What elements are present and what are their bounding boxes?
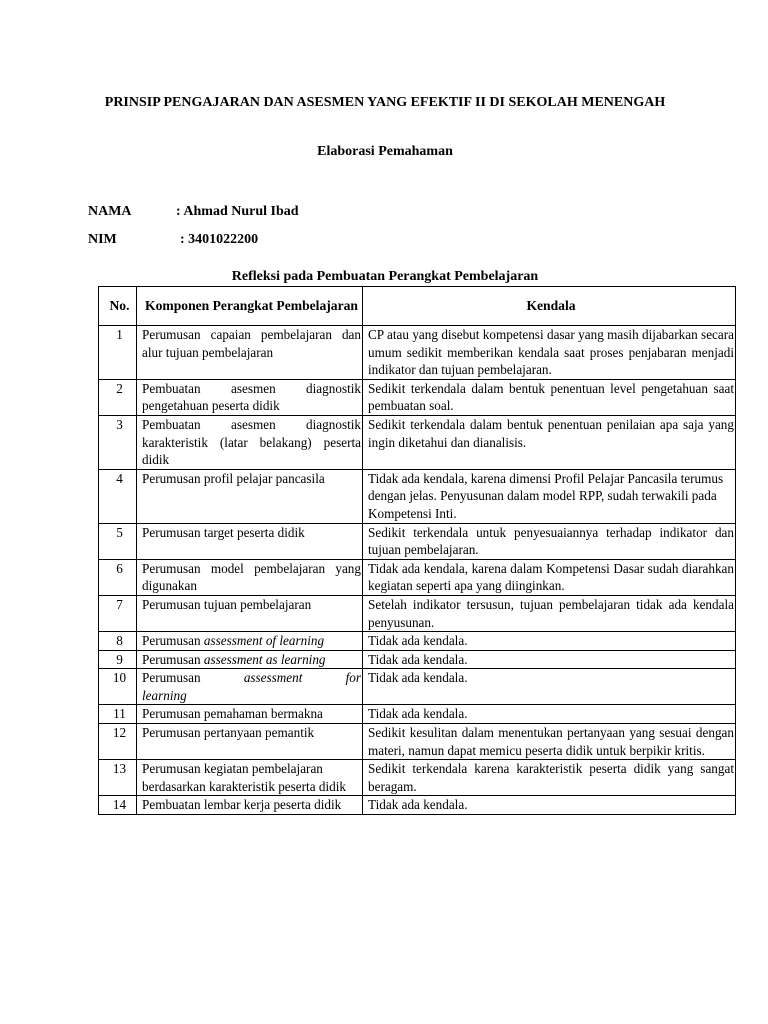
table-row: [99, 559, 736, 595]
komponen-cell: Perumusan pertanyaan pemantik: [137, 724, 363, 760]
table-row: [99, 724, 736, 760]
header-komponen: Komponen Perangkat Pembelajaran: [137, 287, 363, 326]
row-number: 6: [99, 559, 137, 595]
kendala-cell: Sedikit terkendala untuk penyesuaiannya terhadap indikator dan tujuan pembelajaran.: [363, 523, 736, 559]
komponen-cell: Perumusan profil pelajar pancasila: [137, 469, 363, 523]
kendala-cell: Tidak ada kendala, karena dalam Kompetensi Dasar sudah diarahkan kegiatan seperti apa yang diinginkan.: [363, 559, 736, 595]
komponen-italic: assessment for learning: [142, 670, 362, 703]
row-number: 12: [99, 724, 137, 760]
kendala-cell: Tidak ada kendala.: [363, 632, 736, 651]
kendala-cell: Setelah indikator tersusun, tujuan pembelajaran tidak ada kendala penyusunan.: [363, 595, 736, 631]
table-row: [99, 796, 736, 815]
row-number: 14: [99, 796, 137, 815]
nim-value: : 3401022200: [180, 232, 259, 247]
kendala-cell: Sedikit terkendala dalam bentuk penentuan penilaian apa saja yang ingin diketahui dan dianalisis.: [363, 415, 736, 469]
komponen-prefix: Perumusan: [142, 651, 204, 667]
row-number: 7: [99, 595, 137, 631]
row-number: 2: [99, 379, 137, 415]
row-number: 4: [99, 469, 137, 523]
table-row: [99, 326, 736, 380]
table-row: [99, 415, 736, 469]
komponen-italic: assessment of learning: [203, 633, 325, 649]
nama-value: : Ahmad Nurul Ibad: [176, 204, 299, 219]
komponen-italic: assessment as learning: [203, 651, 326, 667]
document-subtitle: Elaborasi Pemahaman: [317, 144, 453, 159]
kendala-cell: Sedikit kesulitan dalam menentukan pertanyaan yang sesuai dengan materi, namun dapat memicu peserta didik untuk berpikir kritis.: [363, 724, 736, 760]
table-header-row: [99, 287, 736, 326]
kendala-cell: Tidak ada kendala.: [363, 650, 736, 669]
komponen-prefix: Perumusan: [142, 633, 204, 649]
komponen-cell: Perumusan target peserta didik: [137, 523, 363, 559]
kendala-cell: Sedikit terkendala karena karakteristik peserta didik yang sangat beragam.: [363, 760, 736, 796]
table-row: [99, 669, 736, 705]
row-number: 10: [99, 669, 137, 705]
komponen-cell: Pembuatan lembar kerja peserta didik: [137, 796, 363, 815]
header-no: No.: [99, 287, 137, 326]
komponen-prefix: Perumusan: [142, 670, 244, 686]
row-number: 13: [99, 760, 137, 796]
nim-label: NIM: [88, 232, 117, 247]
table-row: [99, 469, 736, 523]
row-number: 3: [99, 415, 137, 469]
kendala-cell: Tidak ada kendala.: [363, 669, 736, 705]
komponen-cell: Pembuatan asesmen diagnostik karakteristik (latar belakang) peserta didik: [137, 415, 363, 469]
header-kendala: Kendala: [363, 287, 736, 326]
komponen-cell: Perumusan model pembelajaran yang digunakan: [137, 559, 363, 595]
nim-field: [88, 231, 258, 249]
row-number: 9: [99, 650, 137, 669]
row-number: 11: [99, 705, 137, 724]
reflection-table: [98, 286, 736, 815]
table-row: [99, 632, 736, 651]
row-number: 8: [99, 632, 137, 651]
kendala-cell: Sedikit terkendala dalam bentuk penentuan level pengetahuan saat pembuatan soal.: [363, 379, 736, 415]
row-number: 5: [99, 523, 137, 559]
table-row: [99, 523, 736, 559]
table-row: [99, 650, 736, 669]
table-row: [99, 595, 736, 631]
komponen-cell: [137, 632, 363, 651]
table-caption: Refleksi pada Pembuatan Perangkat Pembelajaran: [231, 269, 539, 284]
komponen-cell: Perumusan tujuan pembelajaran: [137, 595, 363, 631]
kendala-cell: Tidak ada kendala.: [363, 796, 736, 815]
document-title: PRINSIP PENGAJARAN DAN ASESMEN YANG EFEKTIF II DI SEKOLAH MENENGAH: [104, 95, 666, 110]
table-row: [99, 705, 736, 724]
kendala-cell: Tidak ada kendala.: [363, 705, 736, 724]
table-row: [99, 760, 736, 796]
komponen-cell: Perumusan pemahaman bermakna: [137, 705, 363, 724]
komponen-cell: Perumusan kegiatan pembelajaran berdasarkan karakteristik peserta didik: [137, 760, 363, 796]
komponen-cell: Pembuatan asesmen diagnostik pengetahuan peserta didik: [137, 379, 363, 415]
kendala-cell: Tidak ada kendala, karena dimensi Profil Pelajar Pancasila terumus dengan jelas. Penyusunan dalam model RPP, sudah terwakili pada Kompetensi Inti.: [363, 469, 736, 523]
komponen-cell: Perumusan capaian pembelajaran dan alur tujuan pembelajaran: [137, 326, 363, 380]
row-number: 1: [99, 326, 137, 380]
komponen-cell: [137, 669, 363, 705]
kendala-cell: CP atau yang disebut kompetensi dasar yang masih dijabarkan secara umum sedikit memberikan kendala saat proses penjabaran menjadi indikator dan tujuan pembelajaran.: [363, 326, 736, 380]
komponen-cell: [137, 650, 363, 669]
nama-label: NAMA: [88, 204, 132, 219]
nama-field: [88, 203, 299, 221]
table-row: [99, 379, 736, 415]
